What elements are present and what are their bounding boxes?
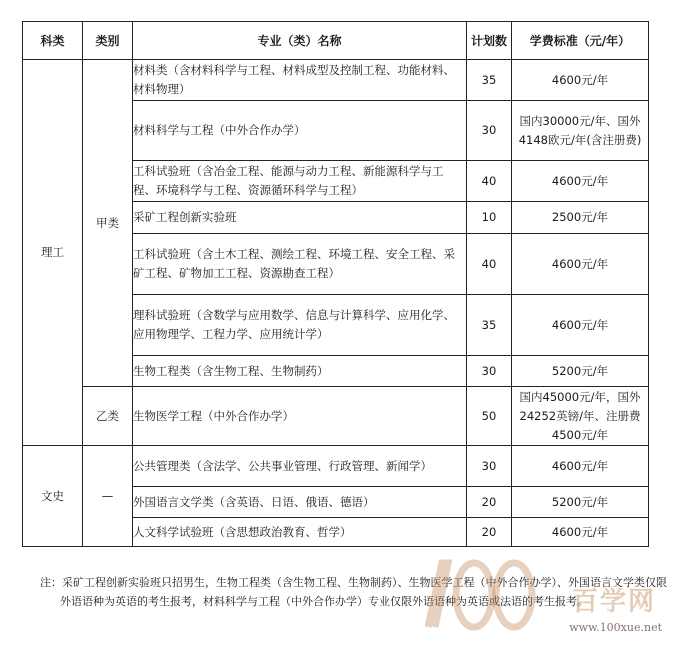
watermark-url: www.100xue.net [569,621,662,634]
major-name: 材料类（含材料科学与工程、材料成型及控制工程、功能材料、材料物理） [133,60,467,101]
table-row [23,446,649,487]
fee: 4600元/年 [512,161,649,202]
major-name: 生物医学工程（中外合作办学） [133,387,467,446]
header-category: 科类 [23,22,83,60]
type-class-b: 乙类 [83,387,133,446]
quota: 40 [467,161,512,202]
fee: 5200元/年 [512,487,649,518]
fee: 国内45000元/年，国外24252英镑/年、注册费4500元/年 [512,387,649,446]
category-science: 理工 [23,60,83,446]
quota: 40 [467,234,512,295]
fee: 国内30000元/年、国外4148欧元/年(含注册费) [512,101,649,161]
major-name: 材料科学与工程（中外合作办学） [133,101,467,161]
fee: 4600元/年 [512,518,649,547]
quota: 10 [467,202,512,234]
category-arts: 文史 [23,446,83,547]
header-type: 类别 [83,22,133,60]
major-name: 人文科学试验班（含思想政治教育、哲学） [133,518,467,547]
header-major: 专业（类）名称 [133,22,467,60]
quota: 30 [467,446,512,487]
major-name: 外国语言文学类（含英语、日语、俄语、德语） [133,487,467,518]
quota: 20 [467,518,512,547]
type-class-a: 甲类 [83,60,133,387]
header-row [23,22,649,60]
header-fee: 学费标准（元/年） [512,22,649,60]
enrollment-table [22,21,649,547]
major-name: 工科试验班（含土木工程、测绘工程、环境工程、安全工程、采矿工程、矿物加工工程、资源勘查工程） [133,234,467,295]
fee: 4600元/年 [512,234,649,295]
quota: 35 [467,295,512,356]
quota: 50 [467,387,512,446]
major-name: 理科试验班（含数学与应用数学、信息与计算科学、应用化学、应用物理学、工程力学、应用统计学） [133,295,467,356]
fee: 2500元/年 [512,202,649,234]
header-quota: 计划数 [467,22,512,60]
fee: 4600元/年 [512,295,649,356]
quota: 30 [467,356,512,387]
quota: 20 [467,487,512,518]
major-name: 公共管理类（含法学、公共事业管理、行政管理、新闻学） [133,446,467,487]
fee: 5200元/年 [512,356,649,387]
table-footnote: 注：采矿工程创新实验班只招男生，生物工程类（含生物工程、生物制药）、生物医学工程（中外合作办学）、外国语言文学类仅限外语语种为英语的考生报考，材料科学与工程（中外合作办学）专业仅限外语语种为英语或法语的考生报考。 [40,576,667,608]
quota: 30 [467,101,512,161]
quota: 35 [467,60,512,101]
type-arts: — [83,446,133,547]
major-name: 采矿工程创新实验班 [133,202,467,234]
watermark-text: 百学网 [571,587,656,617]
table-row [23,387,649,446]
major-name: 生物工程类（含生物工程、生物制药） [133,356,467,387]
table-row [23,60,649,101]
fee: 4600元/年 [512,446,649,487]
major-name: 工科试验班（含冶金工程、能源与动力工程、新能源科学与工程、环境科学与工程、资源循环科学与工程） [133,161,467,202]
fee: 4600元/年 [512,60,649,101]
